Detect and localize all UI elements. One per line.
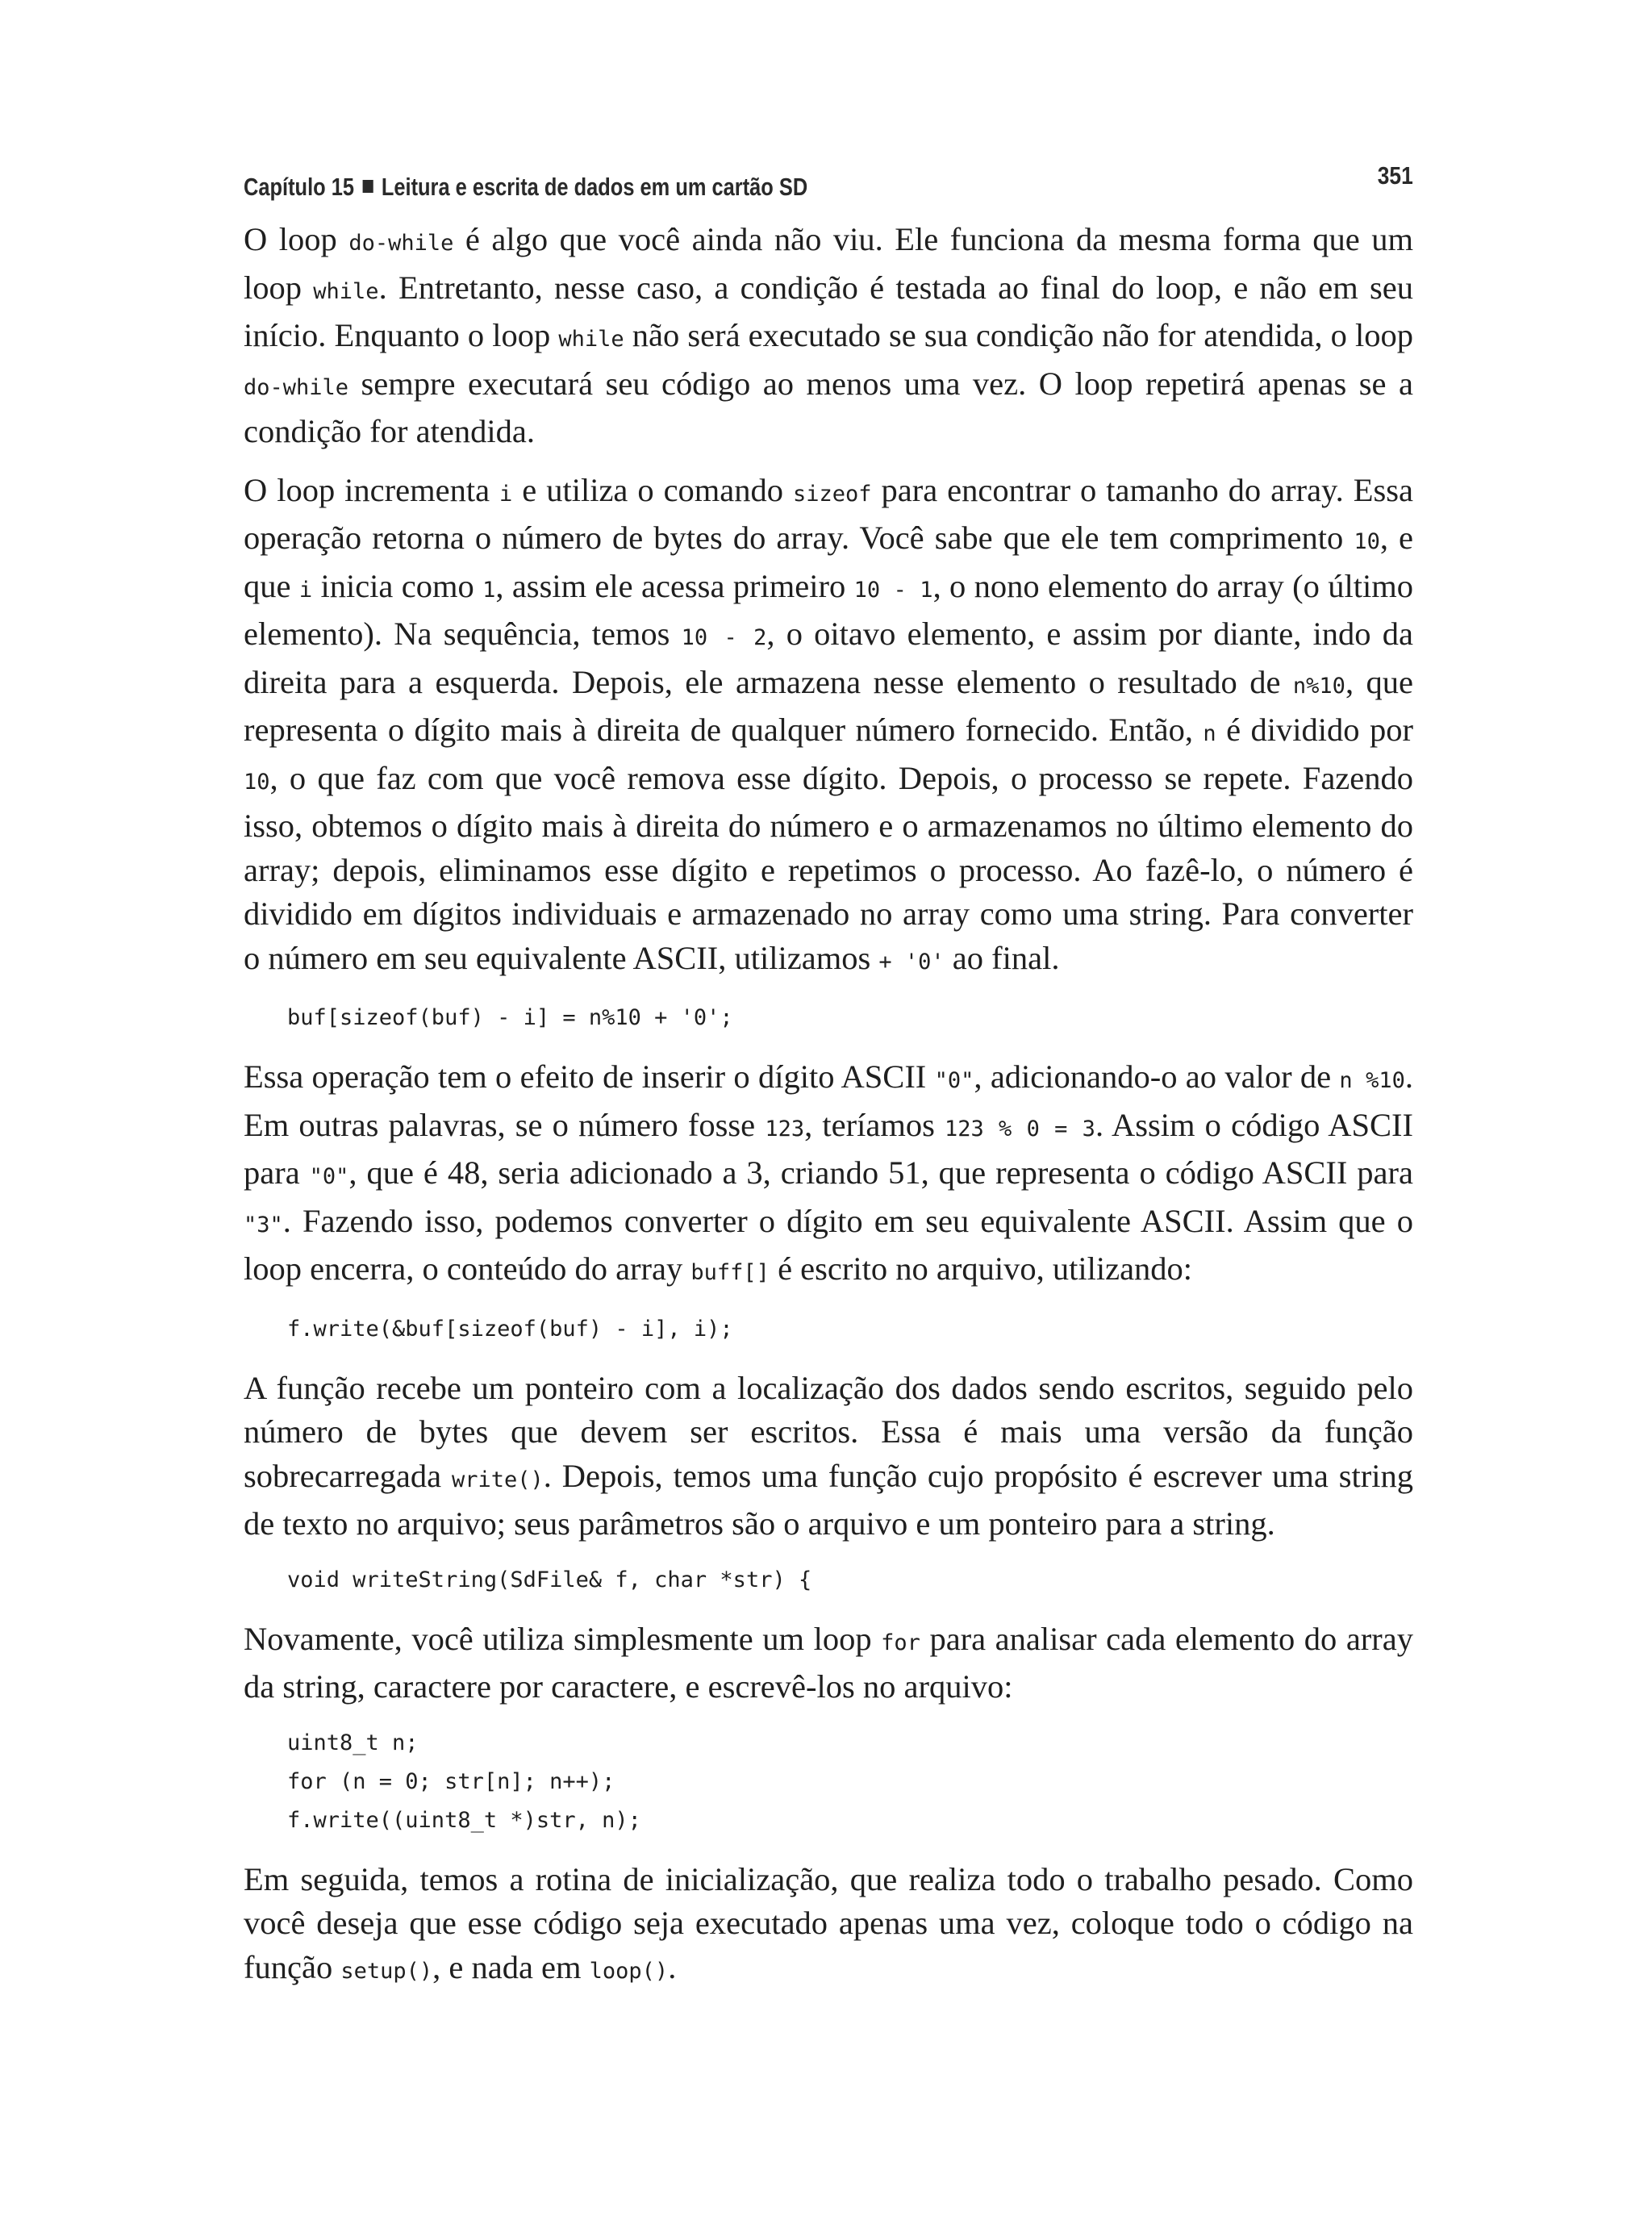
inline-code: n%10 <box>1292 673 1345 699</box>
text-run: O loop incrementa <box>244 471 500 508</box>
text-run: , o oitavo elemento, e assim por diante, indo da direita para a esquerda. Depois, ele armazena nesse elemento o resultado de <box>244 616 1413 700</box>
inline-code: 10 <box>1354 529 1380 554</box>
code-line: void writeString(SdFile& f, char *str) { <box>287 1567 812 1592</box>
page-number: 351 <box>1378 161 1413 190</box>
running-header <box>244 161 1413 218</box>
body-paragraph <box>244 1858 1413 1994</box>
text-run: , o nono elemento do array (o último elemento). Na sequência, temos <box>244 567 1413 652</box>
text-run: , adicionando-o ao valor de <box>974 1058 1340 1095</box>
inline-code: 123 % 0 = 3 <box>945 1116 1095 1142</box>
inline-code: i <box>499 481 513 507</box>
text-run: para analisar cada elemento do array da string, caractere por caractere, e escrevê-los no arquivo: <box>244 1620 1413 1705</box>
inline-code: "3" <box>244 1212 283 1238</box>
inline-code: 1 <box>482 577 496 603</box>
text-run: ao final. <box>944 939 1060 976</box>
text-run: . Depois, temos uma função cujo propósito é escrever uma string de texto no arquivo; seus parâmetros são o arquivo e um ponteiro para a string. <box>244 1457 1414 1542</box>
text-run: sempre executará seu código ao menos uma vez. O loop repetirá apenas se a condição for atendida. <box>244 365 1413 449</box>
inline-code: buff[] <box>690 1260 770 1285</box>
inline-code: n <box>1203 721 1216 746</box>
body-paragraph <box>244 469 1413 985</box>
page-body <box>244 218 1413 1993</box>
chapter-heading <box>244 173 807 202</box>
text-run: , e nada em <box>432 1948 590 1985</box>
code-block <box>287 999 1413 1037</box>
inline-code: do-while <box>348 231 454 256</box>
inline-code: for <box>881 1630 920 1655</box>
text-run: . Em outras palavras, se o número fosse <box>244 1058 1413 1143</box>
code-line: for (n = 0; str[n]; n++); <box>287 1768 615 1794</box>
text-run: é algo que você ainda não viu. Ele funciona da mesma forma que um loop <box>244 221 1414 306</box>
code-line: f.write((uint8_t *)str, n); <box>287 1807 641 1833</box>
text-run: , o que faz com que você remova esse dígito. Depois, o processo se repete. Fazendo isso, obtemos o dígito mais à direita do número e o armazenamos no último elemento do array; depois, eliminamos esse dígito e repetimos o processo. Ao fazê-lo, o número é dividido em dígitos individuais e armazenado no array como uma string. Para converter o número em seu equivalente ASCII, utilizamos <box>244 759 1413 976</box>
inline-code: sizeof <box>793 481 872 507</box>
text-run: A função recebe um ponteiro com a localização dos dados sendo escritos, seguido pelo número de bytes que devem ser escritos. Essa é mais uma versão da função sobrecarregada <box>244 1369 1413 1494</box>
text-run: , teríamos <box>804 1106 945 1143</box>
inline-code: while <box>558 327 624 352</box>
text-run: é escrito no arquivo, utilizando: <box>769 1250 1193 1287</box>
body-paragraph <box>244 1617 1413 1709</box>
inline-code: while <box>313 278 379 304</box>
inline-code: do-while <box>244 374 349 400</box>
code-line: f.write(&buf[sizeof(buf) - i], i); <box>287 1316 733 1342</box>
inline-code: n %10 <box>1339 1068 1405 1093</box>
text-run: , e que <box>244 520 1414 604</box>
inline-code: + '0' <box>878 949 945 975</box>
text-run: . Assim o código ASCII para <box>244 1106 1413 1191</box>
code-block <box>287 1724 1413 1840</box>
text-run: . Fazendo isso, podemos converter o dígito em seu equivalente ASCII. Assim que o loop encerra, o conteúdo do array <box>244 1202 1413 1287</box>
inline-code: 123 <box>765 1116 805 1142</box>
text-run: , assim ele acessa primeiro <box>495 567 854 604</box>
chapter-label: Capítulo 15 <box>244 173 355 201</box>
inline-code: loop() <box>589 1958 669 1984</box>
inline-code: "0" <box>934 1068 974 1093</box>
text-run: , que representa o dígito mais à direita de qualquer número fornecido. Então, <box>244 663 1413 748</box>
inline-code: 10 - 2 <box>681 625 767 650</box>
text-run: . <box>668 1948 677 1985</box>
text-run: não será executado se sua condição não for atendida, o loop <box>624 317 1414 353</box>
text-run: é dividido por <box>1216 712 1413 748</box>
code-block <box>287 1310 1413 1349</box>
body-paragraph <box>244 1055 1413 1296</box>
code-line: uint8_t n; <box>287 1730 419 1755</box>
inline-code: write() <box>451 1467 544 1492</box>
square-bullet-icon <box>362 180 373 193</box>
inline-code: i <box>298 577 313 603</box>
text-run: Essa operação tem o efeito de inserir o dígito ASCII <box>244 1058 935 1095</box>
text-run: Novamente, você utiliza simplesmente um loop <box>244 1620 882 1657</box>
text-run: para encontrar o tamanho do array. Essa operação retorna o número de bytes do array. Você sabe que ele tem comprimento <box>244 471 1413 556</box>
text-run: . Entretanto, nesse caso, a condição é testada ao final do loop, e não em seu início. Enquanto o loop <box>244 269 1413 353</box>
book-page <box>244 161 1413 2008</box>
text-run: Em seguida, temos a rotina de inicialização, que realiza todo o trabalho pesado. Como você deseja que esse código seja executado apenas uma vez, coloque todo o código na função <box>244 1860 1413 1985</box>
text-run: e utiliza o comando <box>512 471 793 508</box>
text-run: , que é 48, seria adicionado a 3, criando 51, que representa o código ASCII para <box>348 1154 1413 1191</box>
code-line: buf[sizeof(buf) - i] = n%10 + '0'; <box>287 1005 733 1030</box>
inline-code: setup() <box>340 1958 433 1984</box>
inline-code: "0" <box>309 1164 349 1189</box>
code-block <box>287 1561 1413 1600</box>
text-run: O loop <box>244 221 349 257</box>
chapter-title: Leitura e escrita de dados em um cartão SD <box>381 173 808 201</box>
text-run: inicia como <box>312 567 483 604</box>
inline-code: 10 <box>244 769 270 795</box>
inline-code: 10 - 1 <box>853 577 933 603</box>
body-paragraph <box>244 218 1413 454</box>
body-paragraph <box>244 1367 1413 1546</box>
